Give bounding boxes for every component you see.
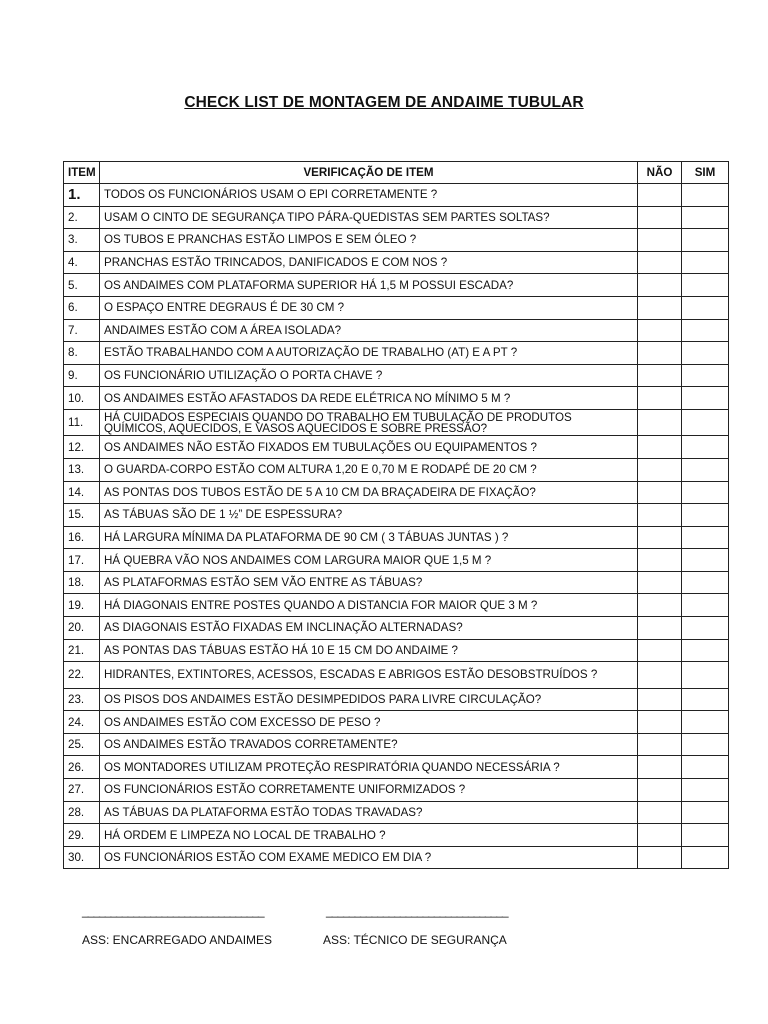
no-checkbox-cell[interactable] [638, 779, 682, 802]
table-row [64, 342, 729, 365]
item-number: 2. [64, 206, 100, 229]
yes-checkbox-cell[interactable] [682, 662, 729, 688]
table-row [64, 251, 729, 274]
signature-line-right: ________________________________ [326, 904, 508, 918]
header-item: ITEM [64, 162, 100, 184]
no-checkbox-cell[interactable] [638, 594, 682, 617]
no-checkbox-cell[interactable] [638, 296, 682, 319]
table-row [64, 319, 729, 342]
yes-checkbox-cell[interactable] [682, 711, 729, 734]
no-checkbox-cell[interactable] [638, 481, 682, 504]
no-checkbox-cell[interactable] [638, 549, 682, 572]
item-text: HÁ ORDEM E LIMPEZA NO LOCAL DE TRABALHO ? [100, 824, 638, 847]
table-row [64, 229, 729, 252]
table-row [64, 688, 729, 711]
item-number: 4. [64, 251, 100, 274]
table-row [64, 733, 729, 756]
no-checkbox-cell[interactable] [638, 342, 682, 365]
no-checkbox-cell[interactable] [638, 504, 682, 527]
yes-checkbox-cell[interactable] [682, 436, 729, 459]
item-number: 6. [64, 296, 100, 319]
table-row [64, 436, 729, 459]
yes-checkbox-cell[interactable] [682, 251, 729, 274]
yes-checkbox-cell[interactable] [682, 688, 729, 711]
yes-checkbox-cell[interactable] [682, 756, 729, 779]
yes-checkbox-cell[interactable] [682, 594, 729, 617]
item-text: PRANCHAS ESTÃO TRINCADOS, DANIFICADOS E COM NOS ? [100, 251, 638, 274]
header-row [64, 162, 729, 184]
item-number: 22. [64, 662, 100, 688]
item-text: OS MONTADORES UTILIZAM PROTEÇÃO RESPIRATÓRIA QUANDO NECESSÁRIA ? [100, 756, 638, 779]
item-number: 3. [64, 229, 100, 252]
table-row [64, 409, 729, 435]
item-text: OS ANDAIMES NÃO ESTÃO FIXADOS EM TUBULAÇÕES OU EQUIPAMENTOS ? [100, 436, 638, 459]
table-row [64, 458, 729, 481]
table-row [64, 571, 729, 594]
item-number: 14. [64, 481, 100, 504]
yes-checkbox-cell[interactable] [682, 779, 729, 802]
table-row [64, 801, 729, 824]
no-checkbox-cell[interactable] [638, 319, 682, 342]
table-row [64, 549, 729, 572]
table-row [64, 184, 729, 207]
table-row [64, 296, 729, 319]
no-checkbox-cell[interactable] [638, 184, 682, 207]
item-text: OS TUBOS E PRANCHAS ESTÃO LIMPOS E SEM ÓLEO ? [100, 229, 638, 252]
no-checkbox-cell[interactable] [638, 801, 682, 824]
yes-checkbox-cell[interactable] [682, 481, 729, 504]
yes-checkbox-cell[interactable] [682, 617, 729, 640]
item-text: ANDAIMES ESTÃO COM A ÁREA ISOLADA? [100, 319, 638, 342]
no-checkbox-cell[interactable] [638, 711, 682, 734]
no-checkbox-cell[interactable] [638, 688, 682, 711]
item-text: HÁ CUIDADOS ESPECIAIS QUANDO DO TRABALHO EM TUBULAÇÃO DE PRODUTOS QUÍMICOS, AQUECIDOS, E VASOS AQUECIDOS E SOBRE PRESSÃO? [100, 409, 638, 435]
no-checkbox-cell[interactable] [638, 733, 682, 756]
no-checkbox-cell[interactable] [638, 409, 682, 435]
item-number: 1. [64, 184, 100, 207]
yes-checkbox-cell[interactable] [682, 296, 729, 319]
item-number: 11. [64, 409, 100, 435]
yes-checkbox-cell[interactable] [682, 319, 729, 342]
table-row [64, 387, 729, 410]
table-row [64, 711, 729, 734]
item-text: OS ANDAIMES ESTÃO TRAVADOS CORRETAMENTE? [100, 733, 638, 756]
yes-checkbox-cell[interactable] [682, 184, 729, 207]
no-checkbox-cell[interactable] [638, 846, 682, 869]
yes-checkbox-cell[interactable] [682, 387, 729, 410]
signature-label-foreman: ASS: ENCARREGADO ANDAIMES [82, 933, 273, 947]
table-row [64, 504, 729, 527]
item-text: TODOS OS FUNCIONÁRIOS USAM O EPI CORRETAMENTE ? [100, 184, 638, 207]
item-text: HIDRANTES, EXTINTORES, ACESSOS, ESCADAS E ABRIGOS ESTÃO DESOBSTRUÍDOS ? [100, 662, 638, 688]
no-checkbox-cell[interactable] [638, 756, 682, 779]
yes-checkbox-cell[interactable] [682, 801, 729, 824]
yes-checkbox-cell[interactable] [682, 846, 729, 869]
yes-checkbox-cell[interactable] [682, 364, 729, 387]
item-text: OS FUNCIONÁRIO UTILIZAÇÃO O PORTA CHAVE ? [100, 364, 638, 387]
no-checkbox-cell[interactable] [638, 274, 682, 297]
no-checkbox-cell[interactable] [638, 824, 682, 847]
item-text: O ESPAÇO ENTRE DEGRAUS É DE 30 CM ? [100, 296, 638, 319]
item-number: 13. [64, 458, 100, 481]
item-text: OS ANDAIMES ESTÃO AFASTADOS DA REDE ELÉTRICA NO MÍNIMO 5 M ? [100, 387, 638, 410]
table-row [64, 662, 729, 688]
header-yes: SIM [682, 162, 729, 184]
item-number: 24. [64, 711, 100, 734]
item-text: HÁ LARGURA MÍNIMA DA PLATAFORMA DE 90 CM ( 3 TÁBUAS JUNTAS ) ? [100, 526, 638, 549]
item-text: AS TÁBUAS SÃO DE 1 ½” DE ESPESSURA? [100, 504, 638, 527]
item-number: 30. [64, 846, 100, 869]
table-row [64, 526, 729, 549]
item-number: 18. [64, 571, 100, 594]
item-number: 28. [64, 801, 100, 824]
yes-checkbox-cell[interactable] [682, 549, 729, 572]
item-number: 8. [64, 342, 100, 365]
table-row [64, 364, 729, 387]
item-number: 9. [64, 364, 100, 387]
checklist-table [63, 161, 729, 869]
item-number: 10. [64, 387, 100, 410]
yes-checkbox-cell[interactable] [682, 733, 729, 756]
no-checkbox-cell[interactable] [638, 526, 682, 549]
table-row [64, 756, 729, 779]
header-verification: VERIFICAÇÃO DE ITEM [100, 162, 638, 184]
item-text: OS PISOS DOS ANDAIMES ESTÃO DESIMPEDIDOS PARA LIVRE CIRCULAÇÃO? [100, 688, 638, 711]
item-number: 25. [64, 733, 100, 756]
no-checkbox-cell[interactable] [638, 206, 682, 229]
yes-checkbox-cell[interactable] [682, 206, 729, 229]
no-checkbox-cell[interactable] [638, 229, 682, 252]
yes-checkbox-cell[interactable] [682, 274, 729, 297]
no-checkbox-cell[interactable] [638, 436, 682, 459]
yes-checkbox-cell[interactable] [682, 504, 729, 527]
item-number: 16. [64, 526, 100, 549]
table-row [64, 274, 729, 297]
table-row [64, 824, 729, 847]
item-number: 21. [64, 639, 100, 662]
item-text: O GUARDA-CORPO ESTÃO COM ALTURA 1,20 E 0,70 M E RODAPÉ DE 20 CM ? [100, 458, 638, 481]
item-text: OS FUNCIONÁRIOS ESTÃO COM EXAME MEDICO EM DIA ? [100, 846, 638, 869]
item-number: 12. [64, 436, 100, 459]
no-checkbox-cell[interactable] [638, 387, 682, 410]
item-text: AS PONTAS DOS TUBOS ESTÃO DE 5 A 10 CM DA BRAÇADEIRA DE FIXAÇÃO? [100, 481, 638, 504]
item-number: 29. [64, 824, 100, 847]
item-number: 27. [64, 779, 100, 802]
yes-checkbox-cell[interactable] [682, 409, 729, 435]
signature-label-safety-tech: ASS: TÉCNICO DE SEGURANÇA [323, 933, 507, 947]
item-number: 15. [64, 504, 100, 527]
header-no: NÃO [638, 162, 682, 184]
item-number: 7. [64, 319, 100, 342]
table-row [64, 594, 729, 617]
yes-checkbox-cell[interactable] [682, 824, 729, 847]
yes-checkbox-cell[interactable] [682, 229, 729, 252]
no-checkbox-cell[interactable] [638, 251, 682, 274]
item-text: AS PLATAFORMAS ESTÃO SEM VÃO ENTRE AS TÁBUAS? [100, 571, 638, 594]
item-text: ESTÃO TRABALHANDO COM A AUTORIZAÇÃO DE TRABALHO (AT) E A PT ? [100, 342, 638, 365]
yes-checkbox-cell[interactable] [682, 571, 729, 594]
no-checkbox-cell[interactable] [638, 617, 682, 640]
no-checkbox-cell[interactable] [638, 364, 682, 387]
item-number: 19. [64, 594, 100, 617]
table-row [64, 206, 729, 229]
item-text: AS DIAGONAIS ESTÃO FIXADAS EM INCLINAÇÃO ALTERNADAS? [100, 617, 638, 640]
item-number: 17. [64, 549, 100, 572]
no-checkbox-cell[interactable] [638, 458, 682, 481]
no-checkbox-cell[interactable] [638, 639, 682, 662]
no-checkbox-cell[interactable] [638, 662, 682, 688]
item-text: AS PONTAS DAS TÁBUAS ESTÃO HÁ 10 E 15 CM DO ANDAIME ? [100, 639, 638, 662]
item-number: 5. [64, 274, 100, 297]
yes-checkbox-cell[interactable] [682, 342, 729, 365]
table-row [64, 481, 729, 504]
item-text: AS TÁBUAS DA PLATAFORMA ESTÃO TODAS TRAVADAS? [100, 801, 638, 824]
table-row [64, 617, 729, 640]
item-number: 26. [64, 756, 100, 779]
item-text: OS ANDAIMES COM PLATAFORMA SUPERIOR HÁ 1,5 M POSSUI ESCADA? [100, 274, 638, 297]
item-text: OS ANDAIMES ESTÃO COM EXCESSO DE PESO ? [100, 711, 638, 734]
signature-line-left: ________________________________ [82, 904, 264, 918]
table-row [64, 779, 729, 802]
document-title: CHECK LIST DE MONTAGEM DE ANDAIME TUBULAR [184, 94, 584, 111]
table-row [64, 846, 729, 869]
item-number: 20. [64, 617, 100, 640]
item-text: HÁ DIAGONAIS ENTRE POSTES QUANDO A DISTANCIA FOR MAIOR QUE 3 M ? [100, 594, 638, 617]
yes-checkbox-cell[interactable] [682, 458, 729, 481]
item-number: 23. [64, 688, 100, 711]
item-text: USAM O CINTO DE SEGURANÇA TIPO PÁRA-QUEDISTAS SEM PARTES SOLTAS? [100, 206, 638, 229]
item-text: OS FUNCIONÁRIOS ESTÃO CORRETAMENTE UNIFORMIZADOS ? [100, 779, 638, 802]
yes-checkbox-cell[interactable] [682, 639, 729, 662]
no-checkbox-cell[interactable] [638, 571, 682, 594]
table-row [64, 639, 729, 662]
yes-checkbox-cell[interactable] [682, 526, 729, 549]
item-text: HÁ QUEBRA VÃO NOS ANDAIMES COM LARGURA MAIOR QUE 1,5 M ? [100, 549, 638, 572]
